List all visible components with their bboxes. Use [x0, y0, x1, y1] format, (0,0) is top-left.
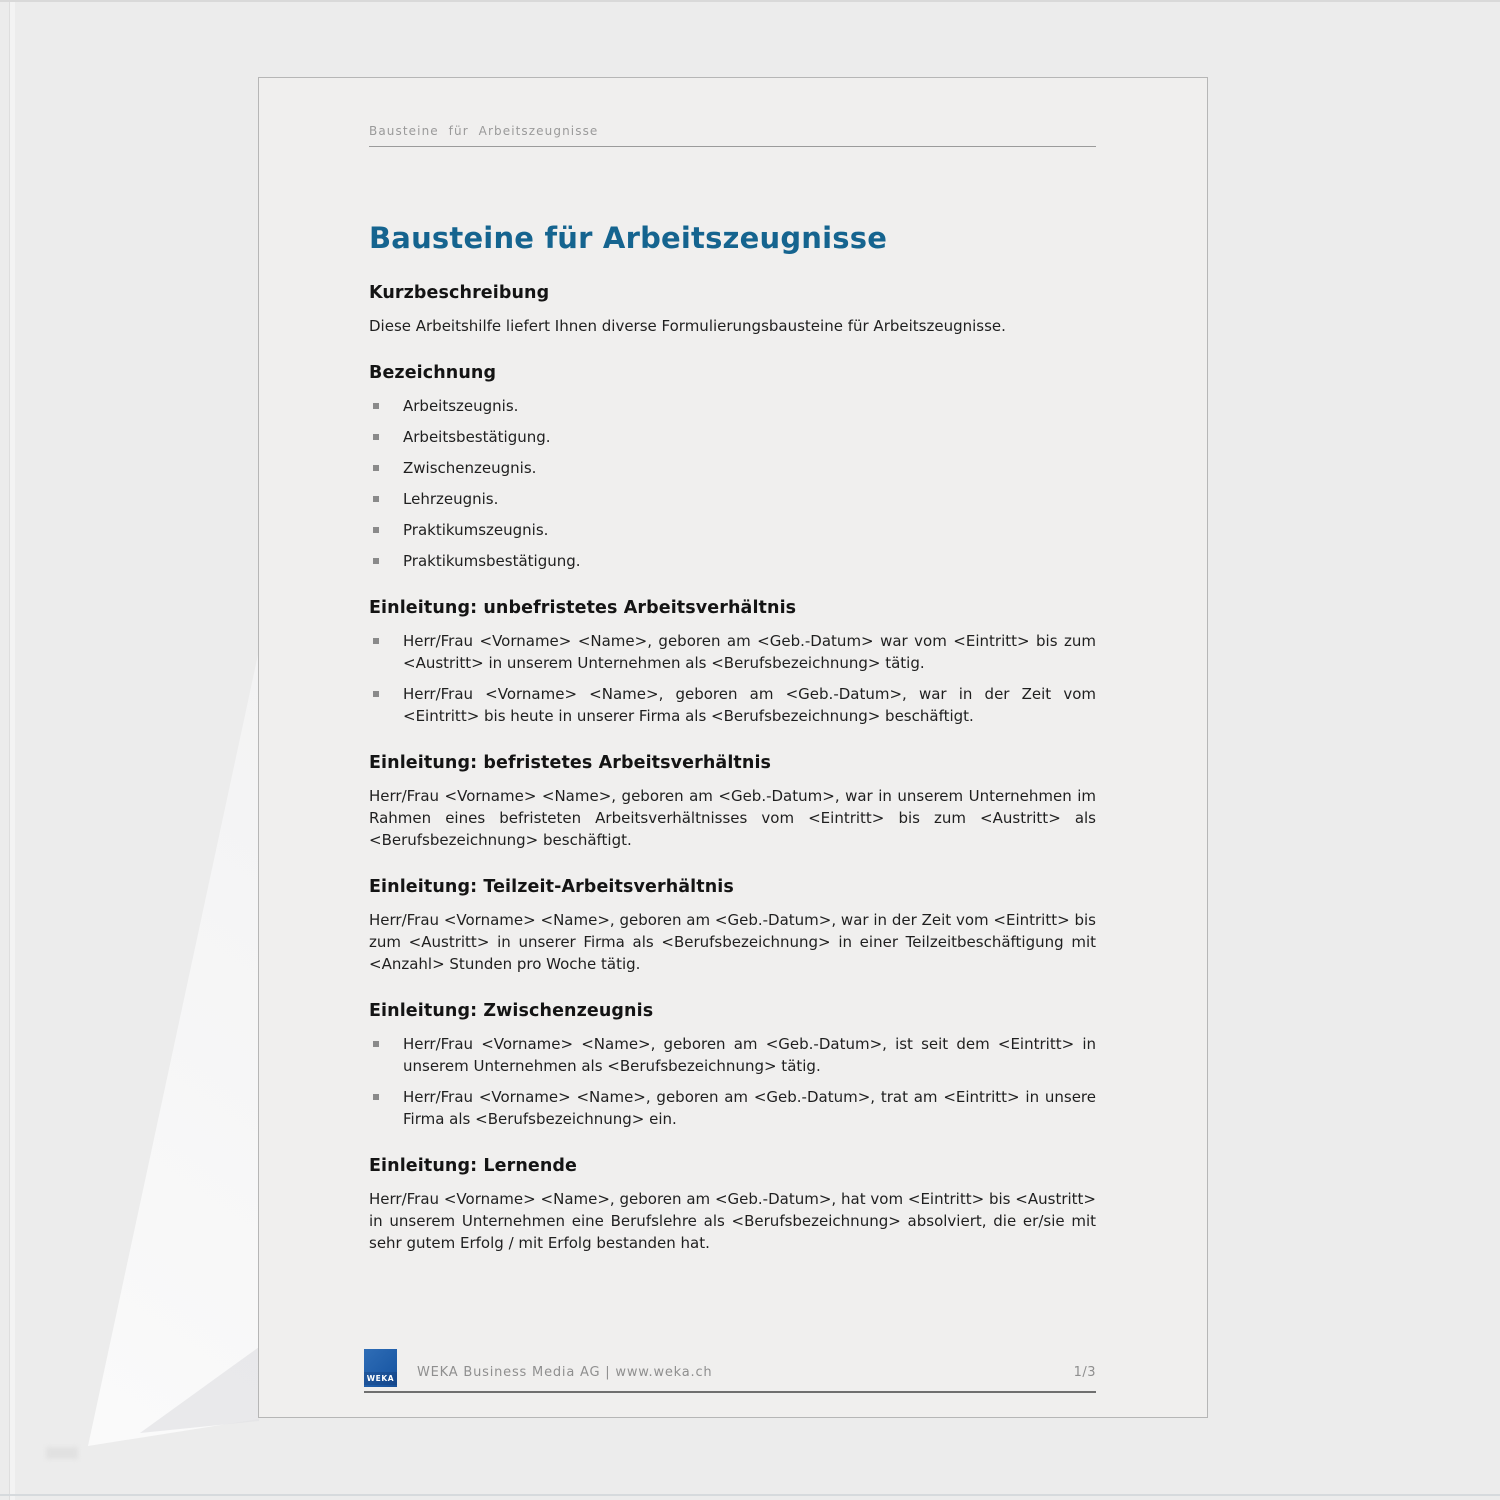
bullet-icon	[373, 465, 379, 471]
page-title: Bausteine für Arbeitszeugnisse	[369, 221, 888, 255]
bullet-list	[369, 395, 1096, 572]
list-item-text: Arbeitsbestätigung.	[403, 428, 551, 446]
section-einleitung-lernende	[369, 1155, 1096, 1254]
frame-edge-top	[0, 0, 1500, 2]
list-item	[369, 488, 1096, 510]
weka-logo-label: WEKA	[364, 1372, 397, 1385]
footer-company-text: WEKA Business Media AG | www.weka.ch	[417, 1365, 713, 1380]
section-heading: Einleitung: Lernende	[369, 1156, 578, 1176]
section-einleitung-teilzeit	[369, 876, 1096, 975]
section-paragraph: Herr/Frau <Vorname> <Name>, geboren am <Geb.-Datum>, hat vom <Eintritt> bis <Austritt> in unserem Unternehmen eine Berufslehre als <Berufsbezeichnung> absolviert, die er/sie mit sehr gutem Erfolg / mit Erfolg bestanden hat.	[369, 1190, 1096, 1252]
list-item	[369, 395, 1096, 417]
frame-edge-bottom	[0, 1494, 1500, 1496]
list-item-text: Arbeitszeugnis.	[403, 397, 519, 415]
page-footer	[364, 1349, 1096, 1393]
list-item-text: Herr/Frau <Vorname> <Name>, geboren am <Geb.-Datum>, war in der Zeit vom <Eintritt> bis heute in unserer Firma als <Berufsbezeichnung> beschäftigt.	[403, 685, 1096, 725]
bullet-icon	[373, 496, 379, 502]
list-item	[369, 683, 1096, 727]
list-item	[369, 550, 1096, 572]
bullet-icon	[373, 1041, 379, 1047]
list-item-text: Lehrzeugnis.	[403, 490, 499, 508]
list-item-text: Praktikumszeugnis.	[403, 521, 549, 539]
list-item	[369, 519, 1096, 541]
running-header	[369, 78, 1096, 147]
document-page	[258, 77, 1208, 1418]
bullet-icon	[373, 527, 379, 533]
bullet-icon	[373, 434, 379, 440]
page-number: 1/3	[1073, 1365, 1096, 1380]
frame-edge-left-strip	[10, 2, 15, 1500]
footer-row	[364, 1349, 1096, 1387]
bullet-icon	[373, 558, 379, 564]
list-item	[369, 1086, 1096, 1130]
section-einleitung-befristet	[369, 752, 1096, 851]
frame-edge-left-line	[9, 2, 10, 1500]
running-header-text: Bausteine für Arbeitszeugnisse	[369, 124, 599, 138]
bullet-icon	[373, 1094, 379, 1100]
list-item	[369, 1033, 1096, 1077]
bullet-list	[369, 1033, 1096, 1130]
section-heading: Bezeichnung	[369, 363, 497, 383]
section-paragraph: Herr/Frau <Vorname> <Name>, geboren am <Geb.-Datum>, war in unserem Unternehmen im Rahmen eines befristeten Arbeitsverhältnisses vom <Eintritt> bis zum <Austritt> als <Berufsbezeichnung> beschäftigt.	[369, 787, 1096, 849]
list-item-text: Praktikumsbestätigung.	[403, 552, 581, 570]
list-item-text: Zwischenzeugnis.	[403, 459, 537, 477]
section-paragraph: Herr/Frau <Vorname> <Name>, geboren am <Geb.-Datum>, war in der Zeit vom <Eintritt> bis zum <Austritt> in unserer Firma als <Berufsbezeichnung> in einer Teilzeitbeschäftigung mit <Anzahl> Stunden pro Woche tätig.	[369, 911, 1096, 973]
list-item-text: Herr/Frau <Vorname> <Name>, geboren am <Geb.-Datum>, trat am <Eintritt> in unsere Firma als <Berufsbezeichnung> ein.	[403, 1088, 1096, 1128]
page-content	[259, 78, 1207, 1254]
list-item-text: Herr/Frau <Vorname> <Name>, geboren am <Geb.-Datum> war vom <Eintritt> bis zum <Austritt> in unserem Unternehmen als <Berufsbezeichnung> tätig.	[403, 632, 1096, 672]
section-kurzbeschreibung	[369, 282, 1096, 337]
section-heading: Kurzbeschreibung	[369, 283, 550, 303]
footer-rule	[364, 1391, 1096, 1393]
running-header-rule	[369, 146, 1096, 147]
section-einleitung-unbefristet	[369, 597, 1096, 727]
bullet-icon	[373, 691, 379, 697]
list-item-text: Herr/Frau <Vorname> <Name>, geboren am <Geb.-Datum>, ist seit dem <Eintritt> in unserem Unternehmen als <Berufsbezeichnung> tätig.	[403, 1035, 1096, 1075]
section-bezeichnung	[369, 362, 1096, 572]
bullet-list	[369, 630, 1096, 727]
list-item	[369, 457, 1096, 479]
section-heading: Einleitung: unbefristetes Arbeitsverhältnis	[369, 598, 797, 618]
corner-watermark	[46, 1447, 78, 1459]
bullet-icon	[373, 403, 379, 409]
bullet-icon	[373, 638, 379, 644]
section-heading: Einleitung: Teilzeit-Arbeitsverhältnis	[369, 877, 734, 897]
section-heading: Einleitung: befristetes Arbeitsverhältnis	[369, 753, 772, 773]
section-einleitung-zwischenzeugnis	[369, 1000, 1096, 1130]
list-item	[369, 630, 1096, 674]
section-heading: Einleitung: Zwischenzeugnis	[369, 1001, 654, 1021]
weka-logo	[364, 1349, 397, 1387]
list-item	[369, 426, 1096, 448]
section-paragraph: Diese Arbeitshilfe liefert Ihnen diverse Formulierungsbausteine für Arbeitszeugnisse.	[369, 317, 1006, 335]
